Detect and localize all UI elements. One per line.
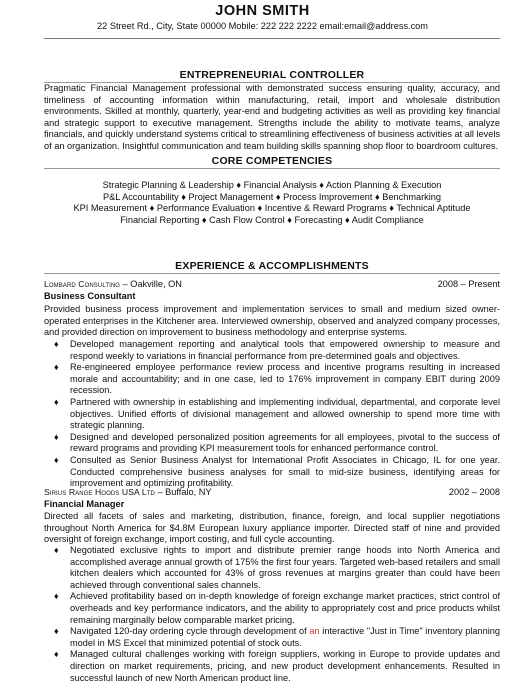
job-description: Provided business process improvement and implementation services to small and medium sized owner-operated enterprises in the Kitchener area. Interviewed ownership, observed and analyzed company processes, and provided direction on improvement to business methodology and enterprise systems. xyxy=(44,304,500,338)
employer-name: Lombard Consulting xyxy=(44,279,121,289)
employer-location: – Oakville, ON xyxy=(122,279,182,289)
bullet-text xyxy=(70,626,500,648)
diamond-bullet-icon: ♦ xyxy=(54,591,59,602)
job-header xyxy=(44,487,500,499)
experience-heading: EXPERIENCE & ACCOMPLISHMENTS xyxy=(175,260,369,272)
diamond-bullet-icon: ♦ xyxy=(54,454,59,465)
bullet-text: Re-engineered employee performance review process and incentive programs resulting in increased morale and accountability; and in one case, led to 176% improvement in company EBIT during 2009 recession. xyxy=(70,362,500,396)
job-dates: 2008 – Present xyxy=(437,279,500,289)
list-item xyxy=(44,591,500,626)
bullet-text: Partnered with ownership in establishing and implementing individual, departmental, and corporate level objectives. Unified efforts of divisional management and allowed ownership to spend more time with strategic planning. xyxy=(70,396,500,431)
bullet-text: Managed cultural challenges working with foreign suppliers, working in Europe to provide updates and direction on market requirements, pricing, and new product development enhancements. Resulted in successful launch of new North American product line. xyxy=(70,649,500,683)
job-employer xyxy=(44,487,211,497)
contact-info: 22 Street Rd., City, State 00000 Mobile: 222 222 2222 email:email@address.com xyxy=(97,21,428,31)
list-item xyxy=(44,626,500,649)
job-title: Business Consultant xyxy=(44,291,136,301)
bullet-text: Designed and developed personalized position agreements for all employees, pivotal to the success of reward programs and providing KPI measurement tools for enhanced performance control. xyxy=(70,431,500,454)
competency-line: P&L Accountability ♦ Project Management ♦ Process Improvement ♦ Benchmarking xyxy=(103,191,441,202)
bullet-text-part: interactive "Just in Time" inventory planning model in MS Excel that minimized potential of stock outs. xyxy=(70,626,501,648)
competencies-divider xyxy=(44,168,500,169)
diamond-bullet-icon: ♦ xyxy=(54,431,59,442)
bullet-text: Consulted as Senior Business Analyst for International Profit Associates in Chicago, IL for one year. Conducted comprehensive business analyses for small to mid-size business, identifying areas for improvement and optimizing profitability. xyxy=(70,454,500,489)
bullet-text: Negotiated exclusive rights to import and distribute premier range hoods into North America and accomplished average annual growth of 175% the first four years. Targeted web-based retailers and small kitchen dealers which accounted for 43% of gross revenues at margins greater than could have been achieved through conventional sales channels. xyxy=(70,545,500,590)
diamond-bullet-icon: ♦ xyxy=(54,396,59,407)
employer-name: Sirius Range Hoods USA Ltd xyxy=(44,487,155,497)
job-dates: 2002 – 2008 xyxy=(448,487,500,497)
list-item xyxy=(44,455,500,490)
competency-line: KPI Measurement ♦ Performance Evaluation ♦ Incentive & Reward Programs ♦ Technical Aptitude xyxy=(73,203,471,214)
list-item xyxy=(44,362,500,397)
job-header xyxy=(44,279,500,291)
summary-heading: ENTREPRENEURIAL CONTROLLER xyxy=(179,69,365,81)
competency-line: Strategic Planning & Leadership ♦ Financial Analysis ♦ Action Planning & Execution xyxy=(102,180,442,190)
highlighted-word: an xyxy=(309,626,320,637)
competency-line: Financial Reporting ♦ Cash Flow Control ♦ Forecasting ♦ Audit Compliance xyxy=(120,214,424,225)
list-item xyxy=(44,545,500,591)
bullet-text: Developed management reporting and analytical tools that empowered ownership to measure and respond weekly to variations in financial performance from pre-determined goals and objectives. xyxy=(70,339,500,361)
list-item xyxy=(44,339,500,362)
diamond-bullet-icon: ♦ xyxy=(54,362,59,373)
diamond-bullet-icon: ♦ xyxy=(54,626,59,637)
summary-text: Pragmatic Financial Management professional with demonstrated success ensuring quality, accuracy, and timeliness of accounting information within manufacturing, retail, import and wholesale distribution environments. Skilled at monthly, quarterly, year-end and budgeting activities as well as providing key financial and strategic support to executive management. Strengths include the ability to motivate teams, analyze financials, and quickly understand systems critical to streamlining effectiveness of business activities at all levels of an organization. Insightful communication and team building skills spanning shop floor to boardroom cultures. xyxy=(44,83,500,151)
competencies-list xyxy=(44,180,500,226)
job-title: Financial Manager xyxy=(44,499,125,509)
job-employer xyxy=(44,279,182,289)
job-description: Directed all facets of sales and marketing, distribution, finance, foreign, and local supplier negotiations throughout North America for $4.8M European luxury appliance importer. Directed staff of nine and provided oversight of foreign exchange, import costing, and full cycle accounting. xyxy=(44,511,500,545)
competencies-heading: CORE COMPETENCIES xyxy=(211,155,333,167)
diamond-bullet-icon: ♦ xyxy=(54,649,59,660)
bullet-text-part: Navigated 120-day ordering cycle through development of xyxy=(70,626,310,637)
diamond-bullet-icon: ♦ xyxy=(54,339,59,349)
employer-location: – Buffalo, NY xyxy=(157,487,212,497)
diamond-bullet-icon: ♦ xyxy=(54,545,59,555)
candidate-name: JOHN SMITH xyxy=(215,3,310,19)
job-bullets xyxy=(44,545,500,684)
experience-divider xyxy=(44,273,500,274)
list-item xyxy=(44,432,500,455)
list-item xyxy=(44,397,500,432)
job-bullets xyxy=(44,339,500,490)
bullet-text: Achieved profitability based on in-depth knowledge of foreign exchange market practices, strict control of overheads and key performance indicators, and the ability to appropriately cost and price products whilst remaining marginally below comparable market pricing. xyxy=(70,591,500,625)
header-divider xyxy=(44,38,500,39)
